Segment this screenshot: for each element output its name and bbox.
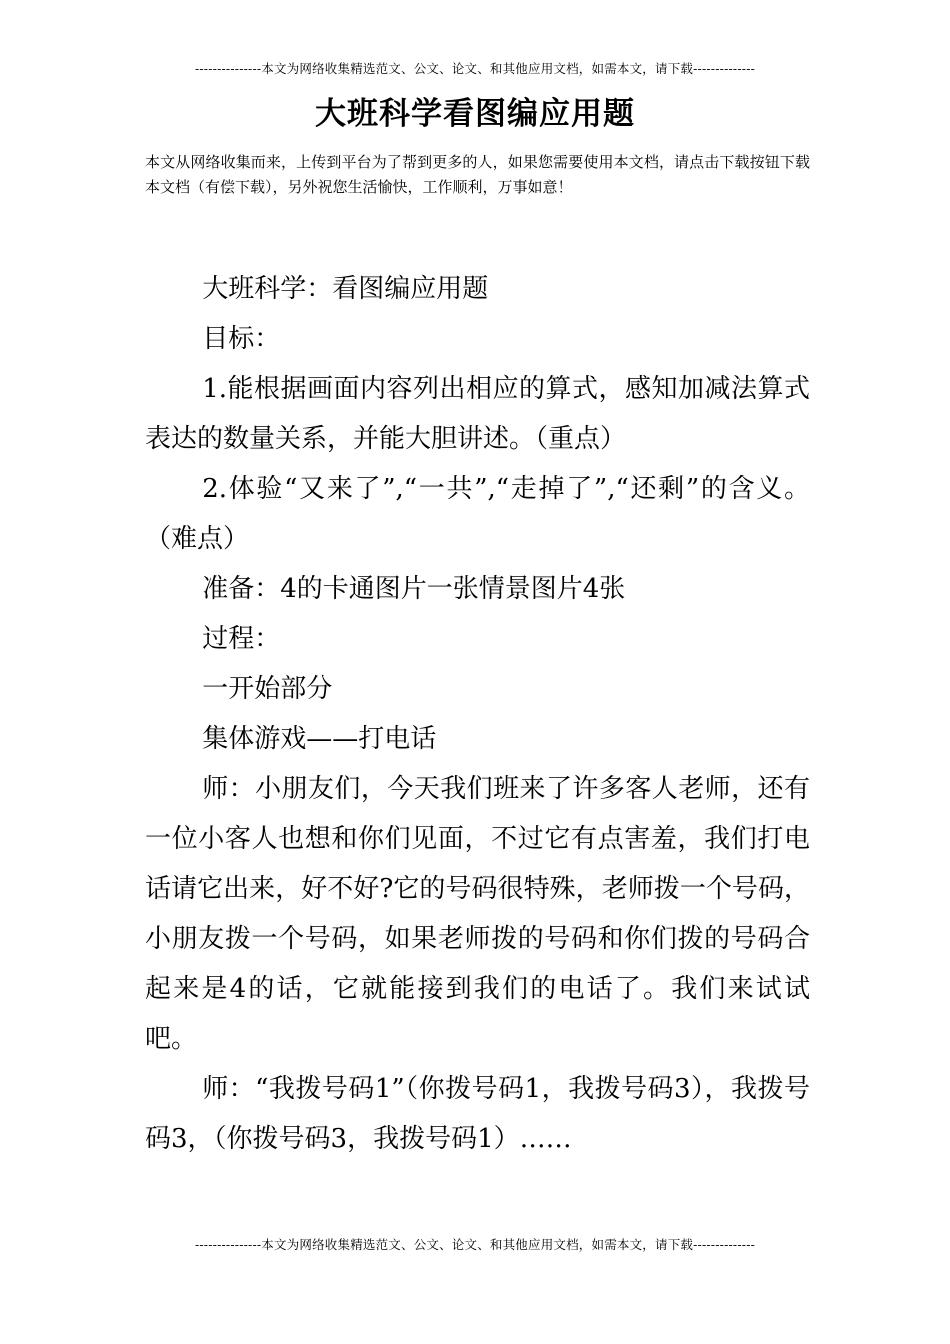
document-body [145,264,810,1164]
goal-item-2: 2.体验“又来了”,“一共”,“走掉了”,“还剩”的含义。（难点） [145,474,810,554]
document-title: 大班科学看图编应用题 [315,96,635,132]
section-label-goals: 目标： [202,324,281,354]
goal-item-1: 1.能根据画面内容列出相应的算式，感知加减法算式表达的数量关系，并能大胆讲述。（重点） [145,374,810,454]
teacher-dialogue-1: 师：小朋友们，今天我们班来了许多客人老师，还有一位小客人也想和你们见面，不过它有点害羞，我们打电话请它出来，好不好?它的号码很特殊，老师拨一个号码，小朋友拨一个号码，如果老师拨的号码和你们拨的号码合起来是4的话，它就能接到我们的电话了。我们来试试吧。 [145,774,810,1054]
intro-paragraph: 本文从网络收集而来，上传到平台为了帮到更多的人，如果您需要使用本文档，请点击下载按钮下载本文档（有偿下载），另外祝您生活愉快，工作顺利，万事如意！ [145,153,810,196]
teacher-dialogue-2: 师：“我拨号码1”（你拨号码1，我拨号码3），我拨号码3，（你拨号码3，我拨号码1）…… [145,1074,810,1154]
page-header: ---------------本文为网络收集精选范文、公文、论文、和其他应用文档，如需本文，请下载-------------- [194,61,756,76]
body-heading: 大班科学：看图编应用题 [202,274,489,304]
activity-title: 集体游戏——打电话 [202,724,437,754]
page-footer: ---------------本文为网络收集精选范文、公文、论文、和其他应用文档，如需本文，请下载-------------- [194,1237,756,1252]
section-label-process: 过程： [202,624,281,654]
preparation-text: 准备：4的卡通图片一张情景图片4张 [202,574,626,604]
process-part-heading: 一开始部分 [202,674,333,704]
